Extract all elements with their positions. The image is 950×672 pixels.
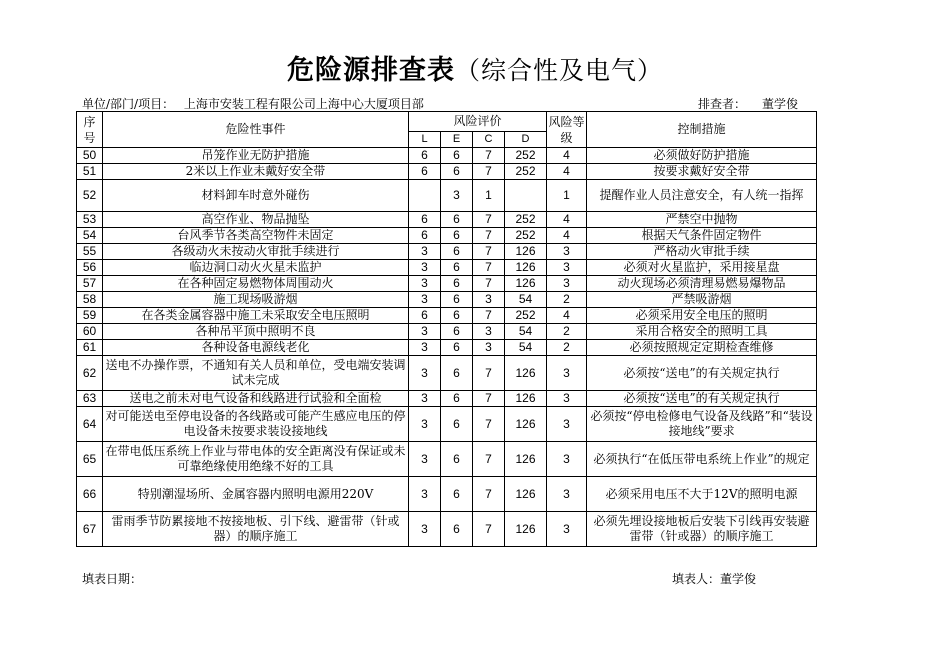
- cell-d: 126: [505, 260, 547, 276]
- cell-no: 64: [77, 407, 103, 442]
- cell-event: 对可能送电至停电设备的各线路或可能产生感应电压的停电设备未按要求装设接地线: [103, 407, 409, 442]
- cell-e: 6: [441, 260, 473, 276]
- cell-no: 60: [77, 324, 103, 340]
- cell-event: 各级动火未按动火审批手续进行: [103, 244, 409, 260]
- cell-e: 6: [441, 442, 473, 477]
- cell-c: 7: [473, 276, 505, 292]
- cell-l: 3: [409, 324, 441, 340]
- cell-control: 必须按“停电检修电气设备及线路”和“装设接地线”要求: [587, 407, 817, 442]
- cell-no: 53: [77, 212, 103, 228]
- cell-level: 3: [547, 244, 587, 260]
- cell-l: 6: [409, 148, 441, 164]
- cell-l: 3: [409, 356, 441, 391]
- inspector-value: 董学俊: [761, 97, 798, 111]
- cell-e: 3: [441, 180, 473, 212]
- cell-l: 3: [409, 340, 441, 356]
- cell-control: 必须先埋设接地板后安装下引线再安装避雷带（针或器）的顺序施工: [587, 512, 817, 547]
- filler: [672, 570, 756, 587]
- cell-c: 7: [473, 391, 505, 407]
- cell-event: 2米以上作业未戴好安全带: [103, 164, 409, 180]
- cell-control: 必须按“送电”的有关规定执行: [587, 391, 817, 407]
- header-c: C: [473, 132, 505, 148]
- cell-event: 在各类金属容器中施工未采取安全电压照明: [103, 308, 409, 324]
- cell-c: 1: [473, 180, 505, 212]
- cell-no: 56: [77, 260, 103, 276]
- cell-c: 7: [473, 148, 505, 164]
- hazard-table: [76, 111, 817, 547]
- table-row: [77, 260, 817, 276]
- cell-no: 50: [77, 148, 103, 164]
- cell-e: 6: [441, 477, 473, 512]
- cell-control: 必须按照规定定期检查维修: [587, 340, 817, 356]
- table-row: [77, 512, 817, 547]
- table-body: [77, 148, 817, 547]
- cell-e: 6: [441, 244, 473, 260]
- header-e: E: [441, 132, 473, 148]
- cell-l: 3: [409, 276, 441, 292]
- cell-control: 必须采用安全电压的照明: [587, 308, 817, 324]
- cell-level: 2: [547, 324, 587, 340]
- cell-d: 252: [505, 148, 547, 164]
- cell-e: 6: [441, 324, 473, 340]
- title-main: 危险源排查表: [286, 55, 455, 86]
- cell-control: 严禁吸游烟: [587, 292, 817, 308]
- cell-level: 3: [547, 391, 587, 407]
- cell-control: 必须做好防护措施: [587, 148, 817, 164]
- cell-level: 2: [547, 340, 587, 356]
- cell-c: 7: [473, 477, 505, 512]
- table-row: [77, 407, 817, 442]
- cell-control: 提醒作业人员注意安全，有人统一指挥: [587, 180, 817, 212]
- cell-e: 6: [441, 228, 473, 244]
- cell-event: 吊笼作业无防护措施: [103, 148, 409, 164]
- cell-level: 3: [547, 477, 587, 512]
- cell-no: 52: [77, 180, 103, 212]
- cell-c: 7: [473, 212, 505, 228]
- cell-e: 6: [441, 356, 473, 391]
- title-sub: （综合性及电气）: [454, 56, 663, 85]
- filler-value: 董学俊: [720, 572, 757, 586]
- cell-l: 6: [409, 164, 441, 180]
- cell-control: 严格动火审批手续: [587, 244, 817, 260]
- table-row: [77, 180, 817, 212]
- cell-no: 54: [77, 228, 103, 244]
- cell-d: 252: [505, 228, 547, 244]
- table-row: [77, 340, 817, 356]
- cell-e: 6: [441, 292, 473, 308]
- cell-c: 7: [473, 164, 505, 180]
- header-risk-eval: 风险评价: [409, 112, 547, 132]
- cell-no: 67: [77, 512, 103, 547]
- cell-no: 58: [77, 292, 103, 308]
- cell-l: 6: [409, 212, 441, 228]
- cell-e: 6: [441, 512, 473, 547]
- cell-control: 必须采用电压不大于12V的照明电源: [587, 477, 817, 512]
- cell-e: 6: [441, 340, 473, 356]
- cell-event: 各种吊平顶中照明不良: [103, 324, 409, 340]
- cell-c: 7: [473, 356, 505, 391]
- cell-e: 6: [441, 164, 473, 180]
- cell-control: 根据天气条件固定物件: [587, 228, 817, 244]
- cell-no: 55: [77, 244, 103, 260]
- footer-line: [82, 570, 818, 587]
- date-label: 填表日期：: [82, 572, 143, 586]
- cell-c: 7: [473, 512, 505, 547]
- cell-d: 54: [505, 340, 547, 356]
- header-l: L: [409, 132, 441, 148]
- cell-control: 严禁空中抛物: [587, 212, 817, 228]
- cell-d: 126: [505, 244, 547, 260]
- cell-no: 59: [77, 308, 103, 324]
- cell-level: 4: [547, 308, 587, 324]
- cell-l: 3: [409, 292, 441, 308]
- table-row: [77, 212, 817, 228]
- cell-level: 3: [547, 442, 587, 477]
- cell-e: 6: [441, 212, 473, 228]
- cell-e: 6: [441, 391, 473, 407]
- cell-no: 63: [77, 391, 103, 407]
- meta-line: [82, 95, 818, 112]
- header-d: D: [505, 132, 547, 148]
- cell-level: 3: [547, 356, 587, 391]
- table-row: [77, 477, 817, 512]
- cell-level: 4: [547, 228, 587, 244]
- cell-d: 126: [505, 356, 547, 391]
- table-row: [77, 391, 817, 407]
- cell-no: 57: [77, 276, 103, 292]
- cell-event: 雷雨季节防累接地不按接地板、引下线、避雷带（针或器）的顺序施工: [103, 512, 409, 547]
- cell-d: 126: [505, 477, 547, 512]
- cell-control: 必须对火星监护，采用接星盘: [587, 260, 817, 276]
- cell-no: 66: [77, 477, 103, 512]
- cell-control: 必须按“送电”的有关规定执行: [587, 356, 817, 391]
- cell-control: 按要求戴好安全带: [587, 164, 817, 180]
- cell-l: 3: [409, 244, 441, 260]
- cell-no: 61: [77, 340, 103, 356]
- cell-event: 施工现场吸游烟: [103, 292, 409, 308]
- cell-d: 126: [505, 276, 547, 292]
- cell-no: 65: [77, 442, 103, 477]
- cell-c: 7: [473, 228, 505, 244]
- cell-event: 台风季节各类高空物件未固定: [103, 228, 409, 244]
- inspector-label: 排查者：: [697, 97, 746, 111]
- cell-c: 7: [473, 407, 505, 442]
- inspector: [698, 95, 798, 112]
- cell-level: 3: [547, 260, 587, 276]
- cell-event: 高空作业、物品抛坠: [103, 212, 409, 228]
- cell-control: 动火现场必须清理易燃易爆物品: [587, 276, 817, 292]
- cell-event: 材料卸车时意外碰伤: [103, 180, 409, 212]
- cell-event: 特别潮湿场所、金属容器内照明电源用220V: [103, 477, 409, 512]
- cell-no: 51: [77, 164, 103, 180]
- cell-level: 3: [547, 512, 587, 547]
- cell-d: 252: [505, 212, 547, 228]
- cell-level: 4: [547, 148, 587, 164]
- table-row: [77, 228, 817, 244]
- table-row: [77, 442, 817, 477]
- cell-no: 62: [77, 356, 103, 391]
- cell-d: 54: [505, 324, 547, 340]
- table-row: [77, 308, 817, 324]
- cell-d: 54: [505, 292, 547, 308]
- table-row: [77, 244, 817, 260]
- cell-event: 送电之前未对电气设备和线路进行试验和全面检: [103, 391, 409, 407]
- cell-e: 6: [441, 276, 473, 292]
- cell-level: 2: [547, 292, 587, 308]
- cell-d: 126: [505, 407, 547, 442]
- unit-value: 上海市安装工程有限公司上海中心大厦项目部: [183, 97, 424, 111]
- cell-l: 3: [409, 477, 441, 512]
- cell-d: [505, 180, 547, 212]
- table-row: [77, 292, 817, 308]
- cell-e: 6: [441, 148, 473, 164]
- cell-event: 在带电低压系统上作业与带电体的安全距离没有保证或未可靠绝缘使用绝缘不好的工具: [103, 442, 409, 477]
- cell-level: 1: [547, 180, 587, 212]
- cell-event: 在各种固定易燃物体周围动火: [103, 276, 409, 292]
- cell-c: 3: [473, 340, 505, 356]
- cell-level: 3: [547, 407, 587, 442]
- cell-e: 6: [441, 308, 473, 324]
- cell-c: 3: [473, 324, 505, 340]
- cell-control: 必须执行“在低压带电系统上作业”的规定: [587, 442, 817, 477]
- cell-c: 7: [473, 442, 505, 477]
- table-row: [77, 324, 817, 340]
- cell-c: 7: [473, 308, 505, 324]
- cell-c: 7: [473, 260, 505, 276]
- cell-l: 3: [409, 512, 441, 547]
- header-event: 危险性事件: [103, 112, 409, 148]
- cell-level: 3: [547, 276, 587, 292]
- cell-event: 各种设备电源线老化: [103, 340, 409, 356]
- table-row: [77, 356, 817, 391]
- cell-d: 126: [505, 442, 547, 477]
- cell-control: 采用合格安全的照明工具: [587, 324, 817, 340]
- cell-l: 3: [409, 260, 441, 276]
- cell-l: 3: [409, 407, 441, 442]
- header-level: 风险等级: [547, 112, 587, 148]
- cell-c: 3: [473, 292, 505, 308]
- header-control: 控制措施: [587, 112, 817, 148]
- cell-e: 6: [441, 407, 473, 442]
- cell-event: 临边洞口动火火星未监护: [103, 260, 409, 276]
- header-seq: 序号: [77, 112, 103, 148]
- cell-d: 252: [505, 308, 547, 324]
- cell-l: 3: [409, 391, 441, 407]
- table-row: [77, 276, 817, 292]
- cell-d: 126: [505, 391, 547, 407]
- cell-level: 4: [547, 164, 587, 180]
- table-row: [77, 164, 817, 180]
- cell-c: 7: [473, 244, 505, 260]
- page-title: [0, 48, 950, 87]
- cell-l: 6: [409, 228, 441, 244]
- cell-d: 126: [505, 512, 547, 547]
- unit-label: 单位/部门/项目：: [82, 97, 175, 111]
- table-row: [77, 148, 817, 164]
- cell-l: 6: [409, 308, 441, 324]
- cell-l: 3: [409, 442, 441, 477]
- filler-label: 填表人：: [672, 572, 721, 586]
- cell-l: [409, 180, 441, 212]
- cell-d: 252: [505, 164, 547, 180]
- cell-level: 4: [547, 212, 587, 228]
- cell-event: 送电不办操作票，不通知有关人员和单位，受电端安装调试未完成: [103, 356, 409, 391]
